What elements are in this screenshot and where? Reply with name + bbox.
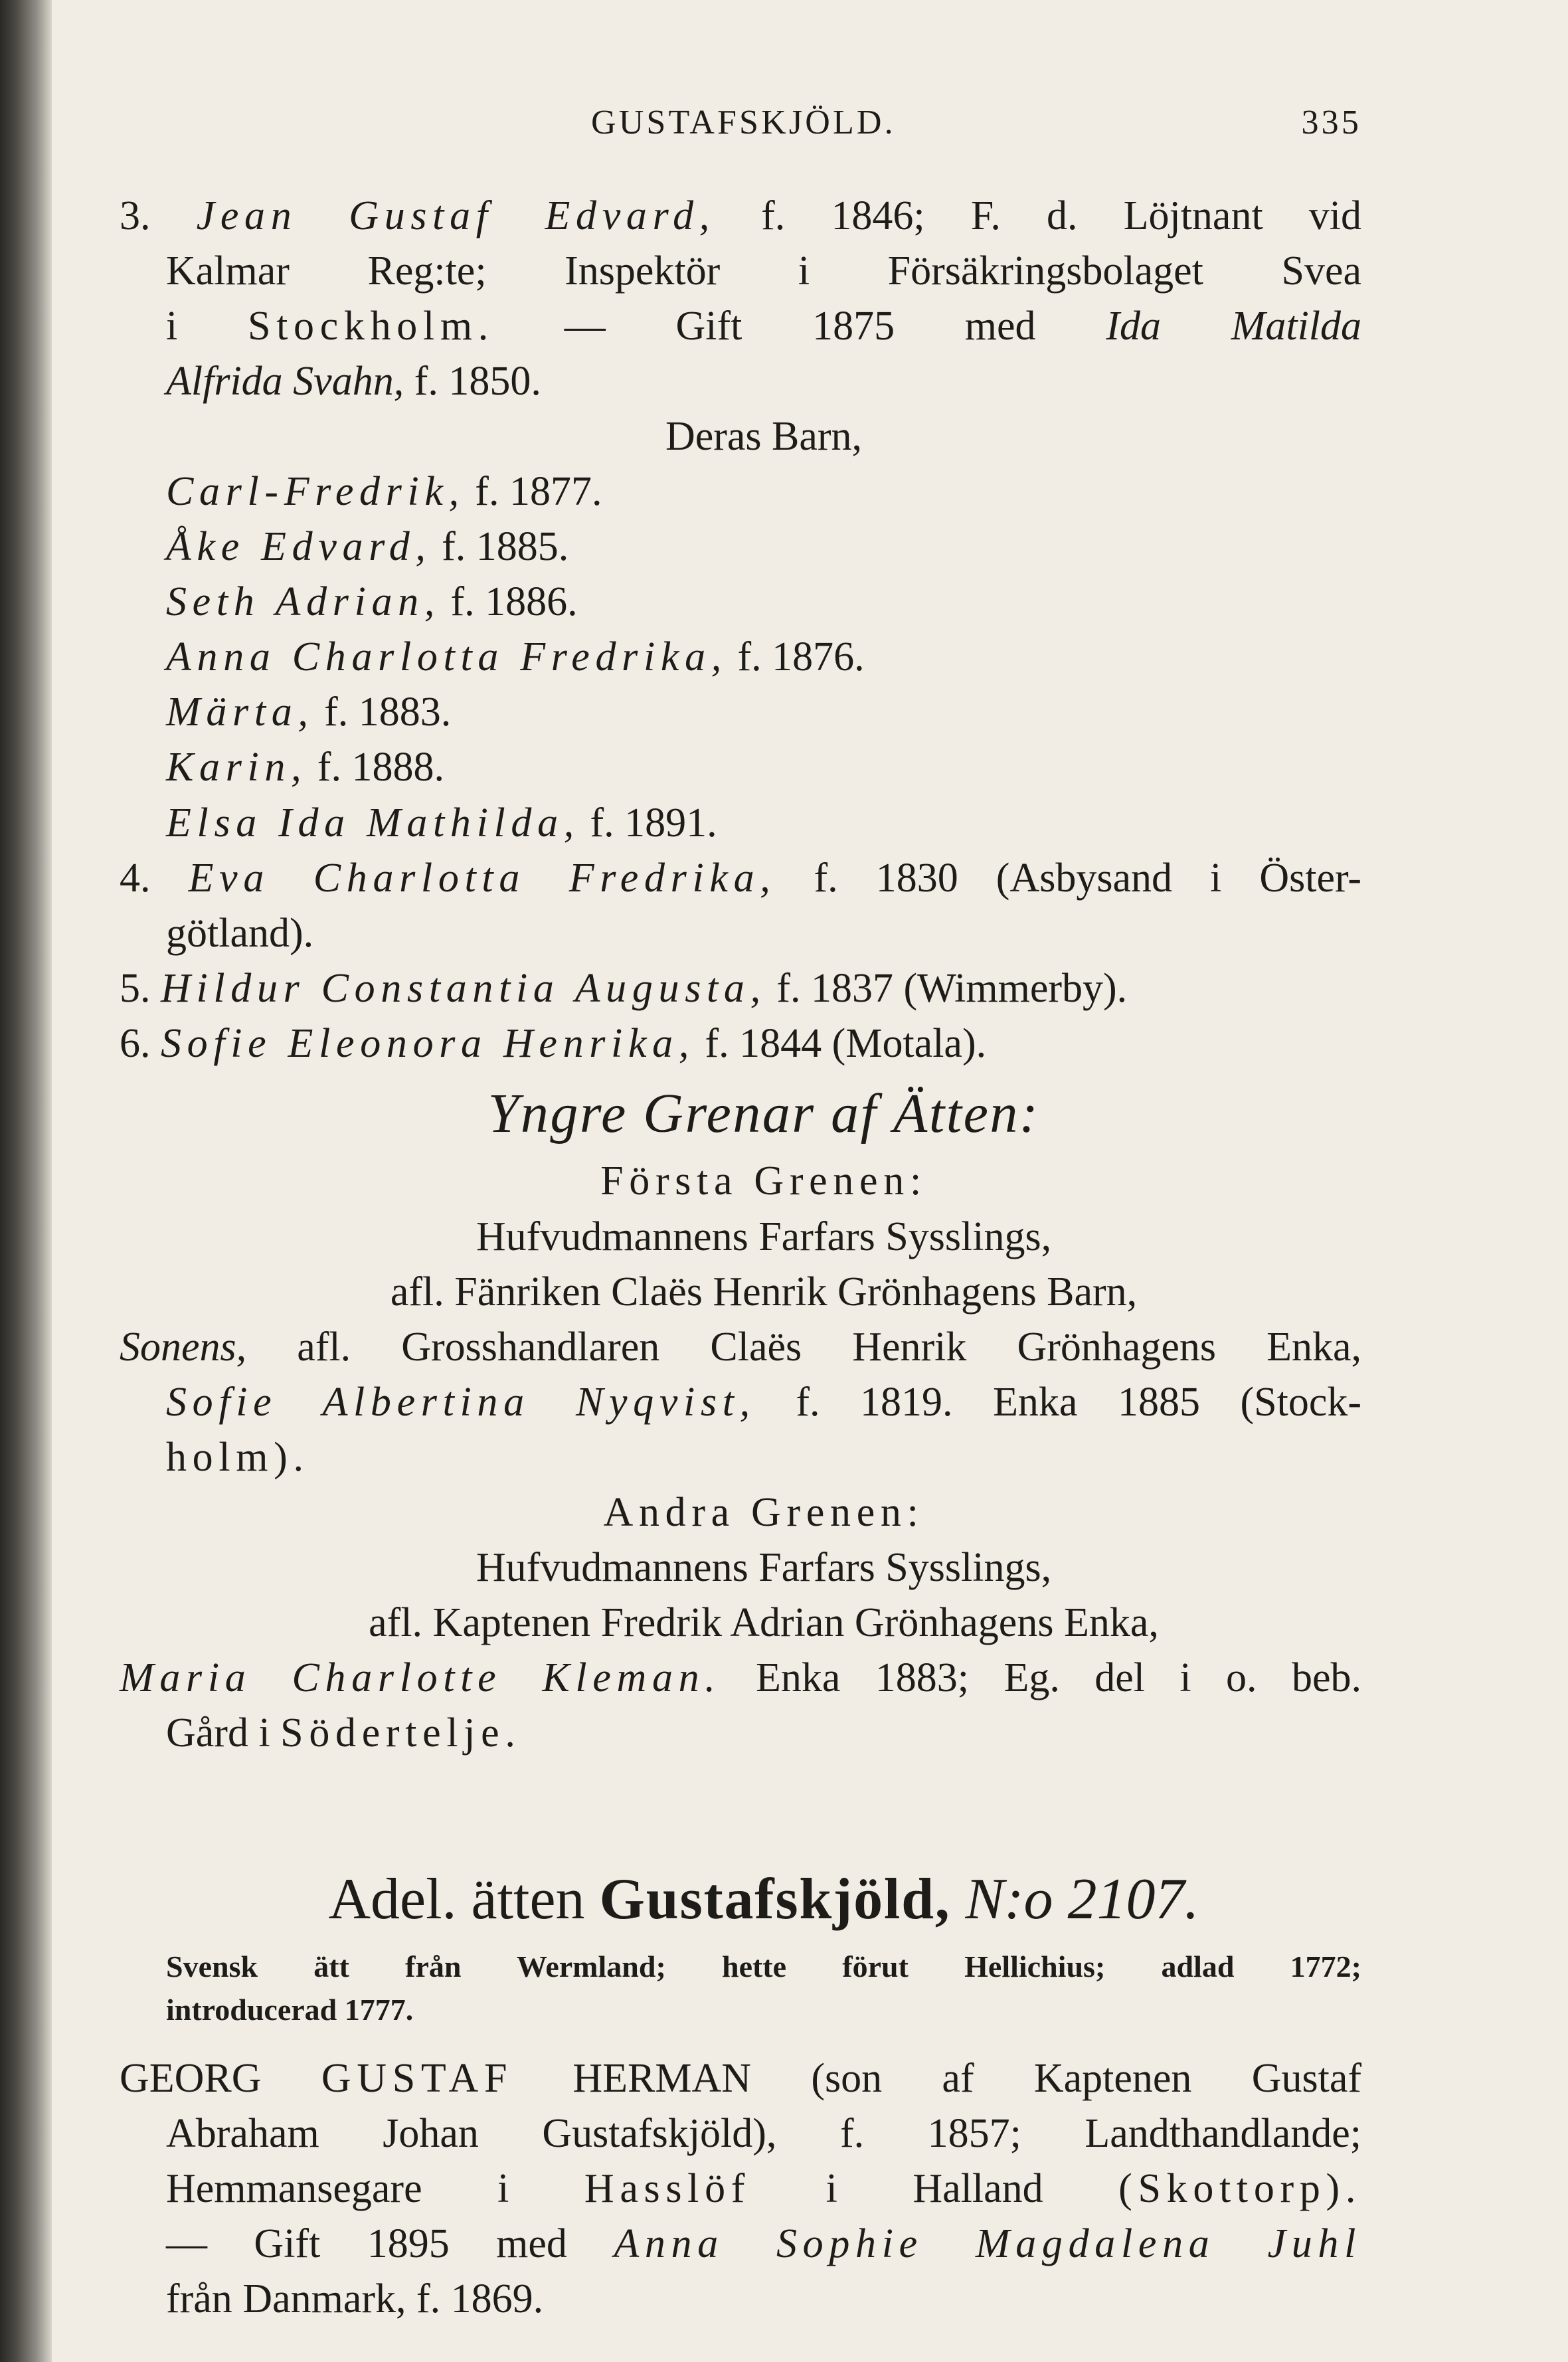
family-entry-line-2: Abraham Johan Gustafskjöld), f. 1857; Landthandlande; [166,2111,1361,2157]
child-entry: Carl-Fredrik, f. 1877. [166,469,602,515]
children-heading: Deras Barn, [665,413,863,459]
family-entry-line-1: GEORG GUSTAF HERMAN (son af Kaptenen Gustaf [120,2056,1361,2102]
first-branch-line-5: holm). [166,1434,309,1480]
entry-3-line-4: Alfrida Svahn, f. 1850. [166,358,541,404]
child-entry: Elsa Ida Mathilda, f. 1891. [166,800,717,846]
entry-3-line-3: i Stockholm. — Gift 1875 med Ida Matilda [166,303,1362,349]
running-header [166,100,1361,146]
entry-3 [120,189,1362,851]
first-branch-line-2: afl. Fänriken Claës Henrik Grönhagens Barn, [390,1269,1138,1315]
entry-4-continuation: götland). [166,910,314,956]
first-branch-line-4: Sofie Albertina Nyqvist, f. 1819. Enka 1885 (Stock- [166,1379,1361,1425]
entry-6: 6. Sofie Eleonora Henrika, f. 1844 (Motala). [120,1020,987,1066]
second-branch-line-3: Maria Charlotte Kleman. Enka 1883; Eg. del i o. beb. [120,1655,1362,1701]
family-entry-line-3: Hemmansegare i Hasslöf i Halland (Skottorp). [166,2166,1362,2212]
second-branch-line-4: Gård i Södertelje. [166,1710,521,1756]
first-branch-heading: Första Grenen: [600,1158,927,1204]
younger-branches-heading: Yngre Grenar af Ätten: [487,1082,1040,1144]
child-entry: Åke Edvard, f. 1885. [166,524,569,570]
children-list [166,464,1361,851]
second-branch-line-2: afl. Kaptenen Fredrik Adrian Grönhagens Enka, [369,1600,1159,1646]
family-entry-line-4: — Gift 1895 med Anna Sophie Magdalena Juhl [166,2221,1362,2267]
child-entry: Seth Adrian, f. 1886. [166,579,578,625]
family-intro-line-1: Svensk ätt från Wermland; hette förut Hellichius; adlad 1772; [166,1950,1361,1984]
page-number: 335 [1301,104,1361,141]
family-intro-line-2: introducerad 1777. [166,1992,414,2027]
family-section-title: Adel. ätten Gustafskjöld, N:o 2107. [328,1867,1199,1932]
entry-4: 4. Eva Charlotta Fredrika, f. 1830 (Asbysand i Öster- [120,855,1362,901]
entry-5: 5. Hildur Constantia Augusta, f. 1837 (Wimmerby). [120,965,1128,1011]
first-branch-line-3: Sonens, afl. Grosshandlaren Claës Henrik Grönhagens Enka, [120,1324,1361,1370]
family-entry-line-5: från Danmark, f. 1869. [166,2276,544,2322]
child-entry: Karin, f. 1888. [166,745,444,790]
child-entry: Anna Charlotta Fredrika, f. 1876. [166,634,865,680]
running-title: GUSTAFSKJÖLD. [591,104,896,141]
book-spine-shadow [0,0,52,2362]
second-branch-heading: Andra Grenen: [603,1489,924,1535]
family-entry [120,2051,1362,2327]
entry-3-line-1: 3. Jean Gustaf Edvard, f. 1846; F. d. Löjtnant vid [120,193,1362,238]
entry-3-line-2: Kalmar Reg:te; Inspektör i Försäkringsbolaget Svea [166,248,1361,294]
page-content [120,100,1362,2327]
child-entry: Märta, f. 1883. [166,689,452,735]
first-branch-line-1: Hufvudmannens Farfars Sysslings, [476,1214,1052,1259]
second-branch-line-1: Hufvudmannens Farfars Sysslings, [476,1545,1052,1591]
